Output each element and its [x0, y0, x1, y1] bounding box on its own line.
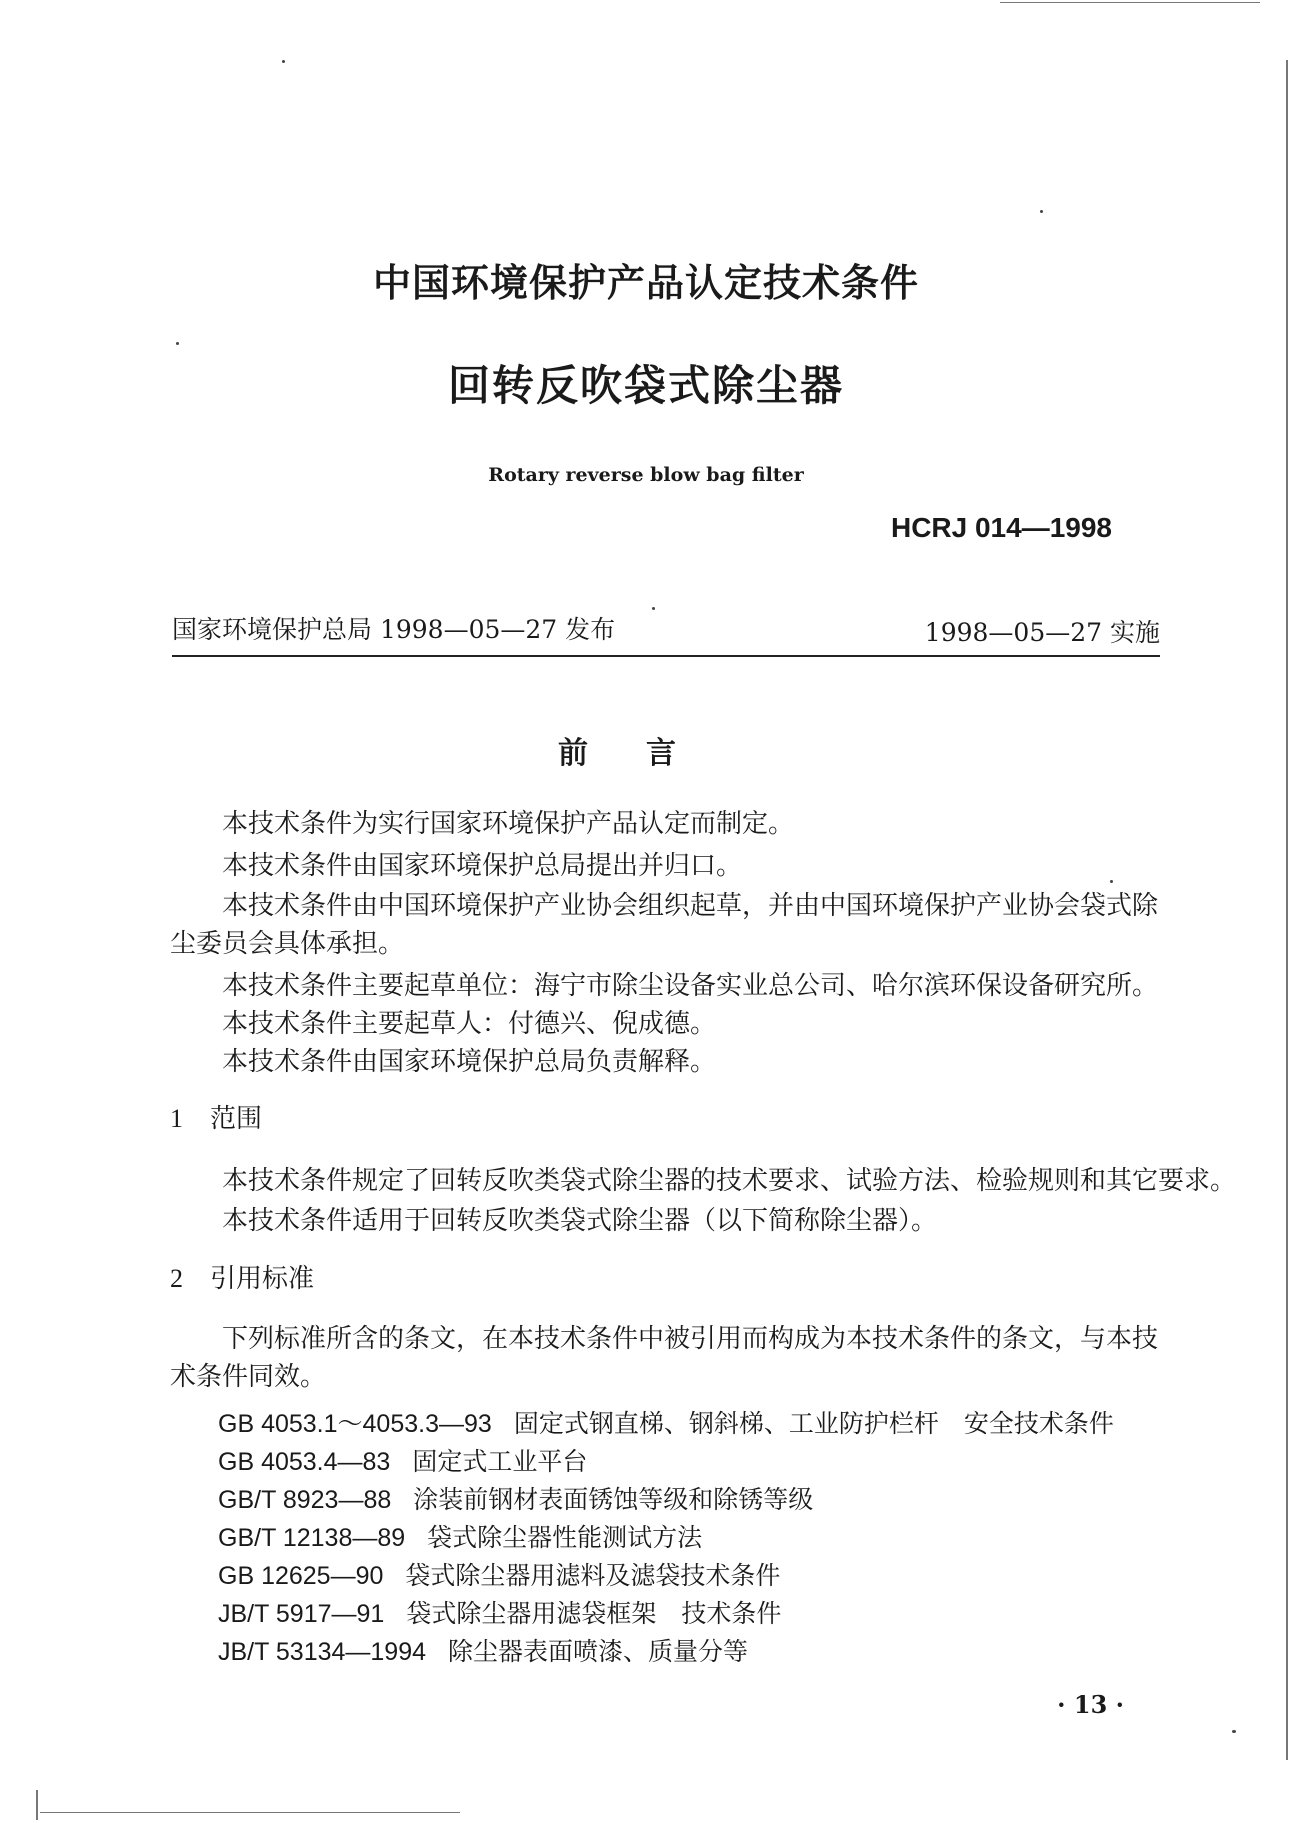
- standard-code: HCRJ 014—1998: [890, 512, 1112, 543]
- scope-paragraph: 本技术条件适用于回转反吹类袋式除尘器（以下简称除尘器）。: [222, 1206, 938, 1236]
- scope-paragraph: 本技术条件规定了回转反吹类袋式除尘器的技术要求、试验方法、检验规则和其它要求。: [222, 1166, 1237, 1196]
- preface-paragraph: 本技术条件为实行国家环境保护产品认定而制定。: [222, 809, 795, 839]
- reference-item: [218, 1594, 781, 1630]
- reference-title: 固定式钢直梯、钢斜梯、工业防护栏杆 安全技术条件: [513, 1409, 1114, 1438]
- scan-bottom-line: [40, 1812, 460, 1813]
- english-title: Rotary reverse blow bag filter: [488, 464, 804, 486]
- reference-code: GB 4053.1～4053.3—93: [218, 1410, 492, 1438]
- reference-title: 袋式除尘器性能测试方法: [427, 1523, 703, 1552]
- preface-paragraph: 本技术条件由国家环境保护总局负责解释。: [222, 1047, 717, 1077]
- scan-speck: [1232, 1730, 1236, 1733]
- preface-paragraph: 本技术条件主要起草单位：海宁市除尘设备实业总公司、哈尔滨环保设备研究所。: [222, 971, 1159, 1001]
- scan-speck: [282, 60, 285, 63]
- reference-title: 袋式除尘器用滤料及滤袋技术条件: [405, 1561, 781, 1590]
- reference-title: 固定式工业平台: [412, 1447, 588, 1476]
- implementation-date: 1998—05—27 实施: [924, 618, 1160, 647]
- scan-speck: [652, 607, 655, 610]
- section-heading-scope: [170, 1098, 262, 1135]
- header-rule: [172, 655, 1160, 657]
- section-number: 1: [170, 1104, 183, 1133]
- reference-item: [218, 1404, 1114, 1440]
- reference-item: [218, 1480, 813, 1516]
- section-heading-references: [170, 1258, 314, 1295]
- reference-item: [218, 1442, 587, 1478]
- scan-speck: [1040, 210, 1043, 213]
- scan-speck: [1110, 880, 1113, 883]
- reference-item: [218, 1518, 702, 1554]
- reference-title: 袋式除尘器用滤袋框架 技术条件: [406, 1599, 782, 1628]
- section-title: 引用标准: [210, 1264, 315, 1294]
- reference-code: GB/T 8923—88: [218, 1486, 392, 1514]
- reference-item: [218, 1632, 748, 1668]
- scan-speck: [176, 342, 179, 345]
- reference-code: JB/T 53134—1994: [218, 1638, 427, 1666]
- preface-paragraph: 本技术条件由国家环境保护总局提出并归口。: [222, 851, 743, 881]
- section-title: 范围: [210, 1104, 263, 1134]
- references-intro: 下列标准所含的条文，在本技术条件中被引用而构成为本技术条件的条文，与本技术条件同效。: [170, 1324, 1159, 1392]
- reference-title: 除尘器表面喷漆、质量分等: [448, 1637, 749, 1666]
- reference-code: GB 4053.4—83: [218, 1448, 391, 1476]
- document-series: 中国环境保护产品认定技术条件: [372, 261, 919, 305]
- preface-heading: 前言: [558, 736, 734, 771]
- scan-edge-line: [1286, 60, 1288, 1760]
- scan-bottom-tick: [36, 1790, 38, 1820]
- document-title: 回转反吹袋式除尘器: [447, 361, 844, 410]
- reference-item: [218, 1556, 780, 1592]
- preface-paragraph: 本技术条件由中国环境保护产业协会组织起草，并由中国环境保护产业协会袋式除尘委员会具体承担。: [170, 891, 1159, 959]
- scan-top-line: [1000, 2, 1260, 3]
- reference-code: GB 12625—90: [218, 1562, 384, 1590]
- reference-code: GB/T 12138—89: [218, 1524, 406, 1552]
- page-number: · 13 ·: [1057, 1690, 1124, 1719]
- reference-code: JB/T 5917—91: [218, 1600, 385, 1628]
- preface-paragraph: 本技术条件主要起草人：付德兴、倪成德。: [222, 1009, 717, 1039]
- reference-title: 涂装前钢材表面锈蚀等级和除锈等级: [413, 1485, 814, 1514]
- section-number: 2: [170, 1264, 183, 1293]
- issue-date: 国家环境保护总局 1998—05—27 发布: [172, 615, 616, 644]
